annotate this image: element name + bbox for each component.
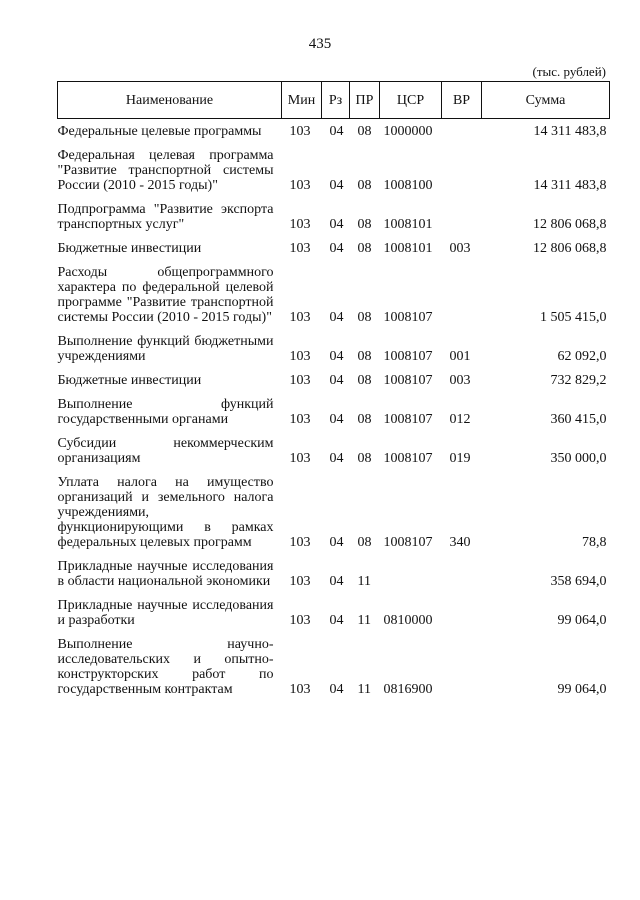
row-rz: 04 — [329, 613, 344, 628]
row-sum: 360 415,0 — [550, 412, 607, 427]
row-csr: 1008107 — [383, 412, 433, 427]
row-name: Прикладные научные исследования и разработки — [57, 598, 274, 628]
row-name: Бюджетные инвестиции — [57, 241, 202, 256]
header-rz: Рз — [322, 82, 350, 119]
table-row — [58, 256, 610, 325]
row-pr: 11 — [357, 682, 371, 697]
row-pr: 08 — [357, 349, 372, 364]
row-pr: 08 — [357, 241, 372, 256]
row-name: Уплата налога на имущество организаций и земельного налога учреждениями, функционирующими в рамках федеральных целевых программ — [57, 475, 274, 550]
page-number: 435 — [308, 36, 332, 52]
header-min: Мин — [282, 82, 322, 119]
row-name: Выполнение научно-исследовательских и опытно-конструкторских работ по государственным контрактам — [57, 637, 274, 697]
row-csr — [380, 550, 442, 589]
header-name: Наименование — [58, 82, 282, 119]
table-row — [58, 628, 610, 697]
row-rz: 04 — [329, 241, 344, 256]
row-rz: 04 — [329, 535, 344, 550]
row-vr — [442, 589, 482, 628]
row-csr: 1008107 — [383, 349, 433, 364]
row-name: Подпрограмма "Развитие экспорта транспортных услуг" — [57, 202, 274, 232]
row-csr: 1008107 — [383, 373, 433, 388]
row-sum: 350 000,0 — [550, 451, 607, 466]
row-pr: 08 — [357, 412, 372, 427]
table-row — [58, 119, 610, 140]
row-pr: 08 — [357, 124, 372, 139]
header-sum: Сумма — [482, 82, 610, 119]
row-vr: 019 — [449, 451, 471, 466]
row-name: Выполнение функций государственными органами — [57, 397, 274, 427]
table-row — [58, 388, 610, 427]
row-name: Прикладные научные исследования в области национальной экономики — [57, 559, 274, 589]
row-sum: 358 694,0 — [550, 574, 607, 589]
row-csr: 1000000 — [383, 124, 433, 139]
row-rz: 04 — [329, 412, 344, 427]
row-pr: 08 — [357, 451, 372, 466]
row-csr: 0816900 — [383, 682, 433, 697]
row-vr: 012 — [449, 412, 471, 427]
row-sum: 99 064,0 — [557, 613, 607, 628]
row-pr: 08 — [357, 178, 372, 193]
table-row — [58, 193, 610, 232]
row-rz: 04 — [329, 124, 344, 139]
row-min: 103 — [289, 178, 311, 193]
row-vr — [442, 628, 482, 697]
row-min: 103 — [289, 310, 311, 325]
row-rz: 04 — [329, 349, 344, 364]
table-row — [58, 589, 610, 628]
table-header-row — [58, 82, 610, 119]
row-pr: 08 — [357, 217, 372, 232]
row-vr: 003 — [449, 241, 471, 256]
row-vr: 001 — [449, 349, 471, 364]
row-vr — [442, 193, 482, 232]
header-vr: ВР — [442, 82, 482, 119]
row-sum: 62 092,0 — [557, 349, 607, 364]
row-pr: 11 — [357, 574, 371, 589]
row-sum: 1 505 415,0 — [540, 310, 607, 325]
row-pr: 08 — [357, 535, 372, 550]
row-rz: 04 — [329, 178, 344, 193]
row-rz: 04 — [329, 217, 344, 232]
row-vr — [442, 550, 482, 589]
row-name: Выполнение функций бюджетными учреждениями — [57, 334, 274, 364]
row-min: 103 — [289, 241, 311, 256]
table-row — [58, 550, 610, 589]
row-vr — [442, 119, 482, 140]
row-min: 103 — [289, 124, 311, 139]
row-sum: 14 311 483,8 — [533, 178, 607, 193]
units-label: (тыс. рублей) — [532, 64, 606, 79]
row-vr — [442, 139, 482, 193]
row-name: Расходы общепрограммного характера по федеральной целевой программе "Развитие транспортной системы России (2010 - 2015 годы)" — [57, 265, 274, 325]
row-name: Субсидии некоммерческим организациям — [57, 436, 274, 466]
row-pr: 11 — [357, 613, 371, 628]
row-min: 103 — [289, 451, 311, 466]
row-min: 103 — [289, 682, 311, 697]
row-rz: 04 — [329, 373, 344, 388]
row-sum: 78,8 — [582, 535, 607, 550]
row-rz: 04 — [329, 574, 344, 589]
table-row — [58, 466, 610, 550]
row-csr: 1008101 — [383, 217, 433, 232]
row-min: 103 — [289, 349, 311, 364]
row-min: 103 — [289, 613, 311, 628]
table-row — [58, 139, 610, 193]
header-csr: ЦСР — [380, 82, 442, 119]
row-vr: 340 — [449, 535, 471, 550]
row-min: 103 — [289, 574, 311, 589]
table-row — [58, 232, 610, 256]
row-sum: 12 806 068,8 — [533, 217, 607, 232]
row-sum: 732 829,2 — [550, 373, 607, 388]
row-pr: 08 — [357, 310, 372, 325]
table-row — [58, 427, 610, 466]
budget-table — [57, 81, 610, 697]
row-name: Федеральные целевые программы — [57, 124, 262, 139]
row-name: Федеральная целевая программа "Развитие транспортной системы России (2010 - 2015 годы)" — [57, 148, 274, 193]
row-rz: 04 — [329, 310, 344, 325]
header-pr: ПР — [350, 82, 380, 119]
row-csr: 0810000 — [383, 613, 433, 628]
row-csr: 1008100 — [383, 178, 433, 193]
table-row — [58, 364, 610, 388]
row-min: 103 — [289, 373, 311, 388]
row-pr: 08 — [357, 373, 372, 388]
row-csr: 1008107 — [383, 535, 433, 550]
row-name: Бюджетные инвестиции — [57, 373, 202, 388]
row-sum: 99 064,0 — [557, 682, 607, 697]
row-csr: 1008101 — [383, 241, 433, 256]
row-vr: 003 — [449, 373, 471, 388]
row-sum: 12 806 068,8 — [533, 241, 607, 256]
row-sum: 14 311 483,8 — [533, 124, 607, 139]
row-csr: 1008107 — [383, 451, 433, 466]
row-min: 103 — [289, 412, 311, 427]
table-row — [58, 325, 610, 364]
row-min: 103 — [289, 535, 311, 550]
row-rz: 04 — [329, 451, 344, 466]
row-csr: 1008107 — [383, 310, 433, 325]
row-vr — [442, 256, 482, 325]
row-rz: 04 — [329, 682, 344, 697]
row-min: 103 — [289, 217, 311, 232]
